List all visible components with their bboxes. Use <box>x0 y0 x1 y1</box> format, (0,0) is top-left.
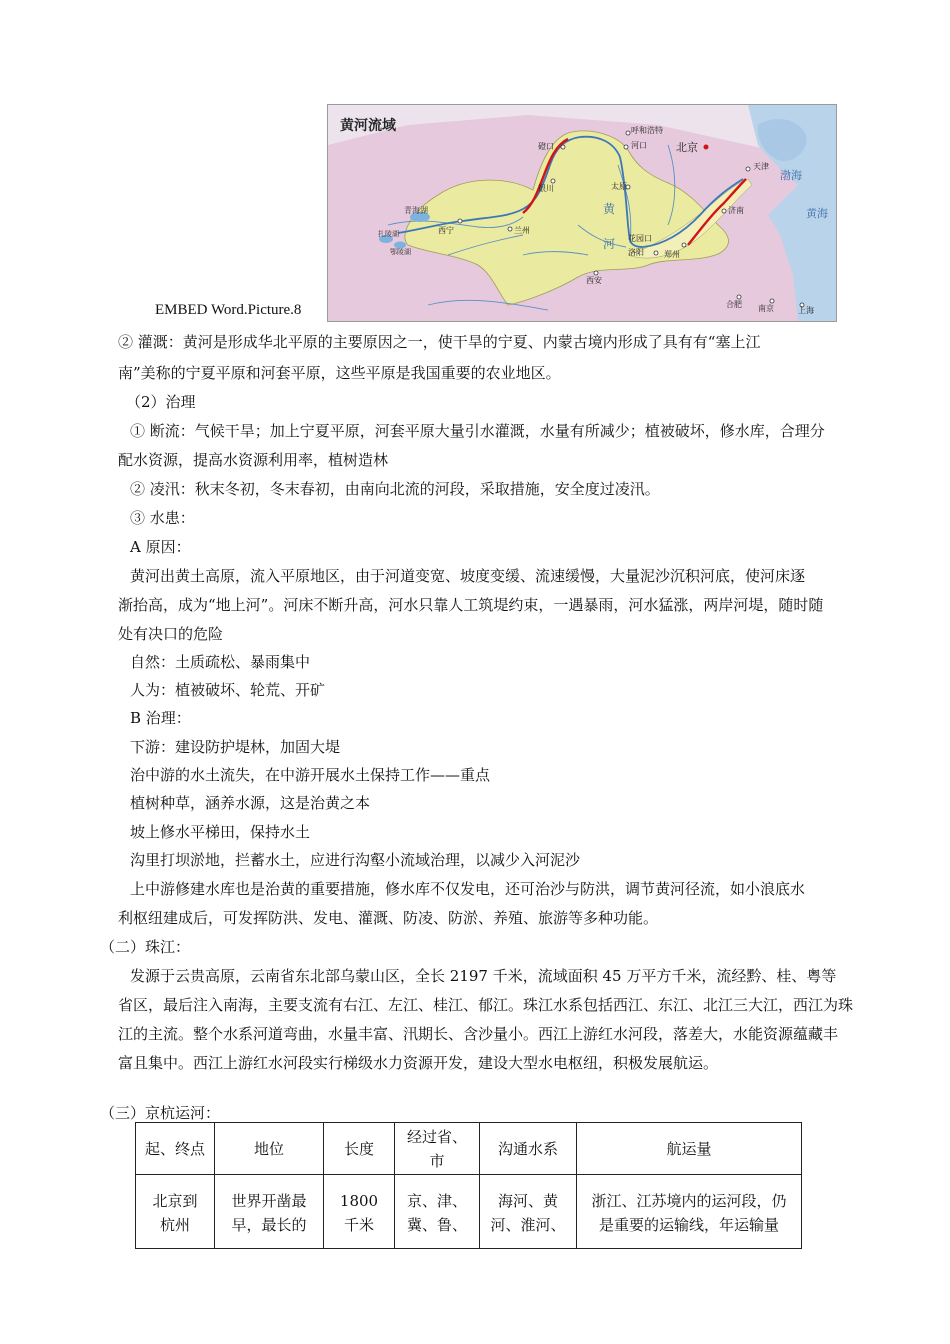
map-label-dengkou: 磴口 <box>538 142 554 151</box>
para-reservoirs-2: 利枢纽建成后，可发挥防洪、发电、灌溉、防凌、防淤、养殖、旅游等多种功能。 <box>118 909 659 927</box>
heading-pearl-river: （二）珠江： <box>100 938 191 956</box>
map-label-zhengzhou: 郑州 <box>664 250 680 259</box>
table-header-cell: 地位 <box>215 1123 324 1175</box>
heading-governance: （2）治理 <box>126 393 196 411</box>
table-row <box>136 1175 802 1249</box>
map-label-yinchuan: 银川 <box>538 184 554 193</box>
table-cell: 海河、黄 河、淮河、 <box>480 1175 577 1249</box>
table-header-cell: 沟通水系 <box>480 1123 577 1175</box>
map-label-jinan: 济南 <box>728 206 744 215</box>
para-cause-1: 黄河出黄土高原，流入平原地区，由于河道变宽、坡度变缓、流速缓慢，大量泥沙沉积河底，使河床逐 <box>130 567 806 585</box>
para-planting: 植树种草，涵养水源，这是治黄之本 <box>130 794 371 812</box>
map-label-hefei: 合肥 <box>726 300 742 309</box>
map-label-bohai: 渤海 <box>780 169 802 182</box>
map-label-taiyuan: 太原 <box>611 182 627 191</box>
map-title: 黄河流域 <box>340 117 396 133</box>
para-human: 人为：植被破坏、轮荒、开矿 <box>130 681 326 699</box>
map-label-hohhot: 呼和浩特 <box>631 126 663 135</box>
table-cell: 京、津、 冀、鲁、 <box>395 1175 480 1249</box>
para-pearl-1: 发源于云贵高原，云南省东北部乌蒙山区，全长 2197 千米，流域面积 45 万平方千米，流经黔、桂、粤等 <box>130 967 837 985</box>
grand-canal-table <box>135 1122 802 1249</box>
map-label-shanghai: 上海 <box>798 306 814 315</box>
map-label-hekou: 河口 <box>631 141 647 150</box>
heading-grand-canal: （三）京杭运河： <box>100 1104 221 1122</box>
para-lower-reach: 下游：建设防护堤林，加固大堤 <box>130 738 341 756</box>
table-header-cell: 起、终点 <box>136 1123 215 1175</box>
para-cause-2: 渐抬高，成为“地上河”。河床不断升高，河水只靠人工筑堤约束，一遇暴雨，河水猛涨，两岸河堤，随时随 <box>118 596 824 614</box>
map-label-river-he: 河 <box>603 237 616 251</box>
para-cause-3: 处有决口的危险 <box>118 625 224 643</box>
para-shuihuan: ③ 水患： <box>130 509 195 527</box>
map-label-qinghai-lake: 青海湖 <box>404 206 428 215</box>
para-lingxun: ② 凌汛：秋末冬初，冬末春初，由南向北流的河段，采取措施，安全度过凌汛。 <box>130 480 660 498</box>
heading-treatment: B 治理： <box>130 709 191 727</box>
map-label-huanghai: 黄海 <box>806 207 828 220</box>
para-irrigation-2: 南”美称的宁夏平原和河套平原，这些平原是我国重要的农业地区。 <box>118 364 561 382</box>
para-pearl-2: 省区，最后注入南海，主要支流有右江、左江、桂江、郁江。珠江水系包括西江、东江、北江三大江，西江为珠 <box>118 996 854 1014</box>
map-label-xian: 西安 <box>586 276 602 285</box>
table-header-cell: 经过省、 市 <box>395 1123 480 1175</box>
para-pearl-4: 富且集中。西江上游红水河段实行梯级水力资源开发，建设大型水电枢纽，积极发展航运。 <box>118 1054 719 1072</box>
map-label-xining: 西宁 <box>438 226 454 235</box>
para-natural: 自然：土质疏松、暴雨集中 <box>130 653 311 671</box>
table-header-cell: 长度 <box>324 1123 395 1175</box>
map-label-nanjing: 南京 <box>758 304 774 313</box>
table-header-cell: 航运量 <box>577 1123 802 1175</box>
para-pearl-3: 江的主流。整个水系河道弯曲，水量丰富、汛期长、含沙量小。西江上游红水河段，落差大，水能资源蕴藏丰 <box>118 1025 839 1043</box>
table-header-row <box>136 1123 802 1175</box>
para-middle-reach: 治中游的水土流失，在中游开展水土保持工作——重点 <box>130 766 491 784</box>
map-label-lanzhou: 兰州 <box>514 226 530 235</box>
map-label-tianjin: 天津 <box>753 162 769 171</box>
map-label-river-huang: 黄 <box>603 202 616 216</box>
map-label-huayuankou: 花园口 <box>628 234 652 243</box>
map-label-zhalinghu: 扎陵湖 <box>378 230 399 238</box>
table-cell: 1800 千米 <box>324 1175 395 1249</box>
para-duanliu-2: 配水资源，提高水资源利用率，植树造林 <box>118 451 389 469</box>
table-cell: 浙江、江苏境内的运河段，仍 是重要的运输线，年运输量 <box>577 1175 802 1249</box>
table-cell: 世界开凿最 早，最长的 <box>215 1175 324 1249</box>
para-duanliu-1: ① 断流：气候干旱；加上宁夏平原，河套平原大量引水灌溉，水量有所减少；植被破坏，修水库，合理分 <box>130 422 825 440</box>
para-reservoirs-1: 上中游修建水库也是治黄的重要措施，修水库不仅发电，还可治沙与防洪，调节黄河径流，如小浪底水 <box>130 880 806 898</box>
map-label-beijing: 北京 <box>676 141 698 154</box>
embed-field-code: EMBED Word.Picture.8 <box>155 302 302 318</box>
table-cell: 北京到 杭州 <box>136 1175 215 1249</box>
heading-cause: A 原因： <box>130 538 191 556</box>
map-label-eling: 鄂陵湖 <box>390 248 411 256</box>
yellow-river-basin-map <box>327 104 837 322</box>
map-label-luoyang: 洛阳 <box>628 248 644 257</box>
para-dams: 沟里打坝淤地，拦蓄水土，应进行沟壑小流域治理，以减少入河泥沙 <box>130 851 581 869</box>
para-terraces: 坡上修水平梯田，保持水土 <box>130 823 311 841</box>
para-irrigation-1: ② 灌溉：黄河是形成华北平原的主要原因之一，使干旱的宁夏、内蒙古境内形成了具有有“塞上江 <box>118 333 761 351</box>
